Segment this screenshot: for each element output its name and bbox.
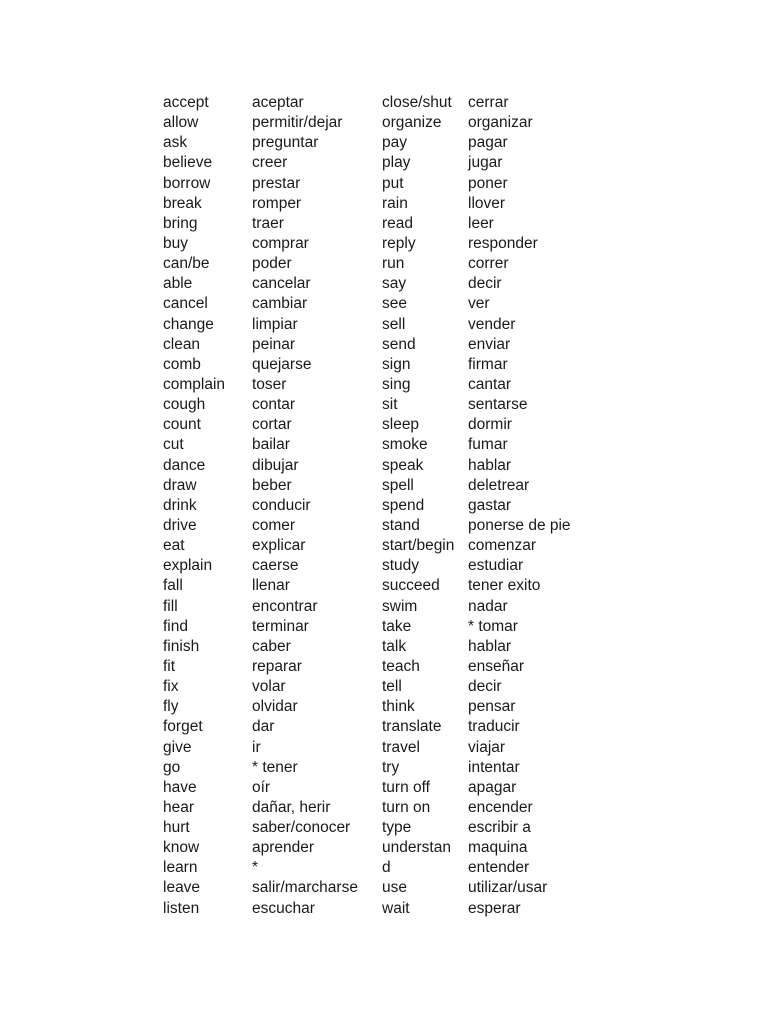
spanish-word-left: caerse <box>252 557 299 575</box>
english-verb-left: fix <box>163 678 179 696</box>
table-row <box>163 496 603 516</box>
table-row <box>163 677 603 697</box>
table-row <box>163 435 603 455</box>
english-verb-right: succeed <box>382 577 440 595</box>
english-verb-left: know <box>163 839 200 857</box>
table-row <box>163 637 603 657</box>
spanish-word-left: reparar <box>252 657 302 675</box>
spanish-word-left: llenar <box>252 577 290 595</box>
english-verb-right: talk <box>382 637 407 655</box>
spanish-word-right: llover <box>468 194 506 212</box>
english-verb-right: stand <box>382 516 420 534</box>
spanish-word-right: cantar <box>468 375 512 393</box>
spanish-word-left: conducir <box>252 496 311 514</box>
english-verb-right: read <box>382 214 414 232</box>
spanish-word-left: encontrar <box>252 597 318 615</box>
english-verb-right: think <box>382 698 415 716</box>
english-verb-left: comb <box>163 355 201 373</box>
english-verb-right: turn on <box>382 798 431 816</box>
english-verb-right: close/shut <box>382 94 452 111</box>
spanish-word-right: hablar <box>468 456 512 474</box>
english-verb-left: hear <box>163 798 195 816</box>
english-verb-left: allow <box>163 114 199 132</box>
spanish-word-right: pensar <box>468 698 516 716</box>
spanish-word-left: * <box>252 859 259 877</box>
table-row <box>163 355 603 375</box>
english-verb-left: can/be <box>163 255 210 273</box>
table-row <box>163 153 603 173</box>
english-verb-right: smoke <box>382 436 428 454</box>
table-row <box>163 254 603 274</box>
spanish-word-right: viajar <box>468 738 506 756</box>
spanish-word-left: terminar <box>252 617 309 635</box>
spanish-word-left: traer <box>252 214 284 232</box>
english-verb-right: reply <box>382 234 416 252</box>
spanish-word-left: * tener <box>252 758 298 776</box>
english-verb-right: translate <box>382 718 442 736</box>
english-verb-left: fall <box>163 577 183 595</box>
spanish-word-left: escuchar <box>252 899 315 917</box>
english-verb-right: spend <box>382 496 425 514</box>
spanish-word-right: traducir <box>468 718 520 736</box>
table-row <box>163 294 603 314</box>
spanish-word-right: esperar <box>468 899 521 917</box>
spanish-word-right: escribir a <box>468 819 531 837</box>
english-verb-right: understan <box>382 839 451 857</box>
table-row <box>163 214 603 234</box>
english-verb-left: hurt <box>163 819 190 837</box>
spanish-word-right: tener exito <box>468 577 541 595</box>
english-verb-right: travel <box>382 738 420 756</box>
spanish-word-left: limpiar <box>252 315 298 333</box>
spanish-word-right: dormir <box>468 416 512 434</box>
spanish-word-left: quejarse <box>252 355 312 373</box>
english-verb-left: ask <box>163 134 188 152</box>
spanish-word-left: prestar <box>252 174 301 192</box>
spanish-word-left: romper <box>252 194 302 212</box>
spanish-word-right: maquina <box>468 839 528 857</box>
table-row <box>163 617 603 637</box>
spanish-word-left: ir <box>252 738 261 756</box>
table-row <box>163 717 603 737</box>
english-verb-left: go <box>163 758 181 776</box>
table-row <box>163 576 603 596</box>
spanish-word-right: cerrar <box>468 94 509 111</box>
english-verb-right: rain <box>382 194 408 212</box>
spanish-word-right: encender <box>468 798 533 816</box>
english-verb-right: sell <box>382 315 406 333</box>
table-row <box>163 798 603 818</box>
spanish-word-left: peinar <box>252 335 296 353</box>
english-verb-left: fly <box>163 698 179 716</box>
spanish-word-left: comer <box>252 516 296 534</box>
table-row <box>163 818 603 838</box>
table-row <box>163 315 603 335</box>
english-verb-left: dance <box>163 456 206 474</box>
spanish-word-right: decir <box>468 275 502 293</box>
spanish-word-left: aceptar <box>252 94 304 111</box>
table-row <box>163 738 603 758</box>
english-verb-right: turn off <box>382 778 430 796</box>
english-verb-right: try <box>382 758 400 776</box>
english-verb-left: have <box>163 778 197 796</box>
english-verb-left: able <box>163 275 193 293</box>
table-row <box>163 274 603 294</box>
spanish-word-right: ponerse de pie <box>468 516 571 534</box>
spanish-word-right: decir <box>468 678 502 696</box>
english-verb-left: accept <box>163 94 209 111</box>
english-verb-right: sign <box>382 355 411 373</box>
english-verb-right: sit <box>382 396 398 414</box>
table-row <box>163 516 603 536</box>
spanish-word-right: utilizar/usar <box>468 879 548 897</box>
english-verb-right: put <box>382 174 404 192</box>
spanish-word-right: gastar <box>468 496 512 514</box>
table-row <box>163 375 603 395</box>
english-verb-left: listen <box>163 899 200 917</box>
spanish-word-left: cambiar <box>252 295 308 313</box>
spanish-word-left: permitir/dejar <box>252 114 343 132</box>
spanish-word-left: explicar <box>252 537 306 555</box>
spanish-word-left: bailar <box>252 436 290 454</box>
english-verb-left: explain <box>163 557 213 575</box>
spanish-word-left: dar <box>252 718 275 736</box>
table-row <box>163 133 603 153</box>
spanish-word-right: vender <box>468 315 516 333</box>
spanish-word-left: caber <box>252 637 291 655</box>
table-row <box>163 838 603 858</box>
table-row <box>163 657 603 677</box>
english-verb-right: say <box>382 275 407 293</box>
english-verb-right: run <box>382 255 405 273</box>
english-verb-right: d <box>382 859 391 877</box>
spanish-word-right: intentar <box>468 758 520 776</box>
spanish-word-right: comenzar <box>468 537 537 555</box>
table-row <box>163 858 603 878</box>
spanish-word-left: dañar, herir <box>252 798 331 816</box>
english-verb-right: speak <box>382 456 424 474</box>
table-row <box>163 597 603 617</box>
table-row <box>163 395 603 415</box>
spanish-word-left: salir/marcharse <box>252 879 358 897</box>
english-verb-left: drink <box>163 496 197 514</box>
english-verb-right: use <box>382 879 407 897</box>
english-verb-left: drive <box>163 516 197 534</box>
english-verb-right: pay <box>382 134 407 152</box>
spanish-word-right: responder <box>468 234 538 252</box>
spanish-word-right: ver <box>468 295 490 313</box>
spanish-word-left: contar <box>252 396 296 414</box>
english-verb-right: tell <box>382 678 402 696</box>
table-row <box>163 778 603 798</box>
english-verb-right: study <box>382 557 420 575</box>
table-row <box>163 174 603 194</box>
spanish-word-right: jugar <box>468 154 503 172</box>
english-verb-left: change <box>163 315 214 333</box>
spanish-word-right: sentarse <box>468 396 528 414</box>
spanish-word-left: creer <box>252 154 288 172</box>
english-verb-left: borrow <box>163 174 211 192</box>
english-verb-left: cut <box>163 436 184 454</box>
english-verb-left: cough <box>163 396 206 414</box>
spanish-word-left: dibujar <box>252 456 299 474</box>
table-row <box>163 194 603 214</box>
table-row <box>163 536 603 556</box>
spanish-word-right: leer <box>468 214 494 232</box>
english-verb-right: teach <box>382 657 420 675</box>
table-row <box>163 476 603 496</box>
spanish-word-left: poder <box>252 255 292 273</box>
english-verb-left: eat <box>163 537 185 555</box>
english-verb-left: leave <box>163 879 201 897</box>
table-row <box>163 878 603 898</box>
table-row <box>163 899 603 919</box>
english-verb-left: bring <box>163 214 198 232</box>
spanish-word-right: estudiar <box>468 557 524 575</box>
spanish-word-right: enseñar <box>468 657 525 675</box>
english-verb-left: draw <box>163 476 197 494</box>
spanish-word-right: apagar <box>468 778 517 796</box>
english-verb-left: cancel <box>163 295 208 313</box>
spanish-word-right: pagar <box>468 134 508 152</box>
table-row <box>163 556 603 576</box>
english-verb-left: believe <box>163 154 213 172</box>
spanish-word-right: fumar <box>468 436 508 454</box>
english-verb-right: wait <box>382 899 410 917</box>
english-verb-right: sing <box>382 375 411 393</box>
english-verb-right: take <box>382 617 412 635</box>
spanish-word-right: firmar <box>468 355 508 373</box>
english-verb-right: swim <box>382 597 418 615</box>
spanish-word-left: comprar <box>252 234 309 252</box>
spanish-word-right: enviar <box>468 335 511 353</box>
spanish-word-left: beber <box>252 476 292 494</box>
english-verb-left: fit <box>163 657 176 675</box>
table-row <box>163 697 603 717</box>
spanish-word-left: aprender <box>252 839 315 857</box>
table-row <box>163 113 603 133</box>
english-verb-left: finish <box>163 637 200 655</box>
english-verb-right: sleep <box>382 416 420 434</box>
spanish-word-left: saber/conocer <box>252 819 351 837</box>
english-verb-left: clean <box>163 335 201 353</box>
spanish-word-left: volar <box>252 678 286 696</box>
table-row <box>163 335 603 355</box>
english-verb-left: forget <box>163 718 203 736</box>
table-row <box>163 758 603 778</box>
english-verb-left: count <box>163 416 201 434</box>
english-verb-left: give <box>163 738 192 756</box>
table-row <box>163 456 603 476</box>
table-row <box>163 234 603 254</box>
english-verb-left: learn <box>163 859 198 877</box>
spanish-word-right: * tomar <box>468 617 518 635</box>
table-row <box>163 93 603 113</box>
spanish-word-left: olvidar <box>252 698 298 716</box>
english-verb-right: organize <box>382 114 442 132</box>
spanish-word-right: correr <box>468 255 509 273</box>
english-verb-right: see <box>382 295 407 313</box>
english-verb-right: type <box>382 819 412 837</box>
spanish-word-left: cancelar <box>252 275 311 293</box>
spanish-word-left: toser <box>252 375 287 393</box>
spanish-word-right: poner <box>468 174 508 192</box>
spanish-word-left: oír <box>252 778 271 796</box>
english-verb-right: spell <box>382 476 414 494</box>
spanish-word-right: nadar <box>468 597 508 615</box>
english-verb-right: play <box>382 154 411 172</box>
vocabulary-table <box>163 93 603 919</box>
english-verb-right: send <box>382 335 416 353</box>
english-verb-left: find <box>163 617 188 635</box>
spanish-word-right: hablar <box>468 637 512 655</box>
spanish-word-right: deletrear <box>468 476 530 494</box>
spanish-word-right: organizar <box>468 114 533 132</box>
spanish-word-left: cortar <box>252 416 292 434</box>
table-row <box>163 415 603 435</box>
spanish-word-left: preguntar <box>252 134 319 152</box>
english-verb-left: fill <box>163 597 178 615</box>
english-verb-left: break <box>163 194 202 212</box>
english-verb-left: complain <box>163 375 226 393</box>
english-verb-right: start/begin <box>382 537 455 555</box>
english-verb-left: buy <box>163 234 188 252</box>
spanish-word-right: entender <box>468 859 530 877</box>
